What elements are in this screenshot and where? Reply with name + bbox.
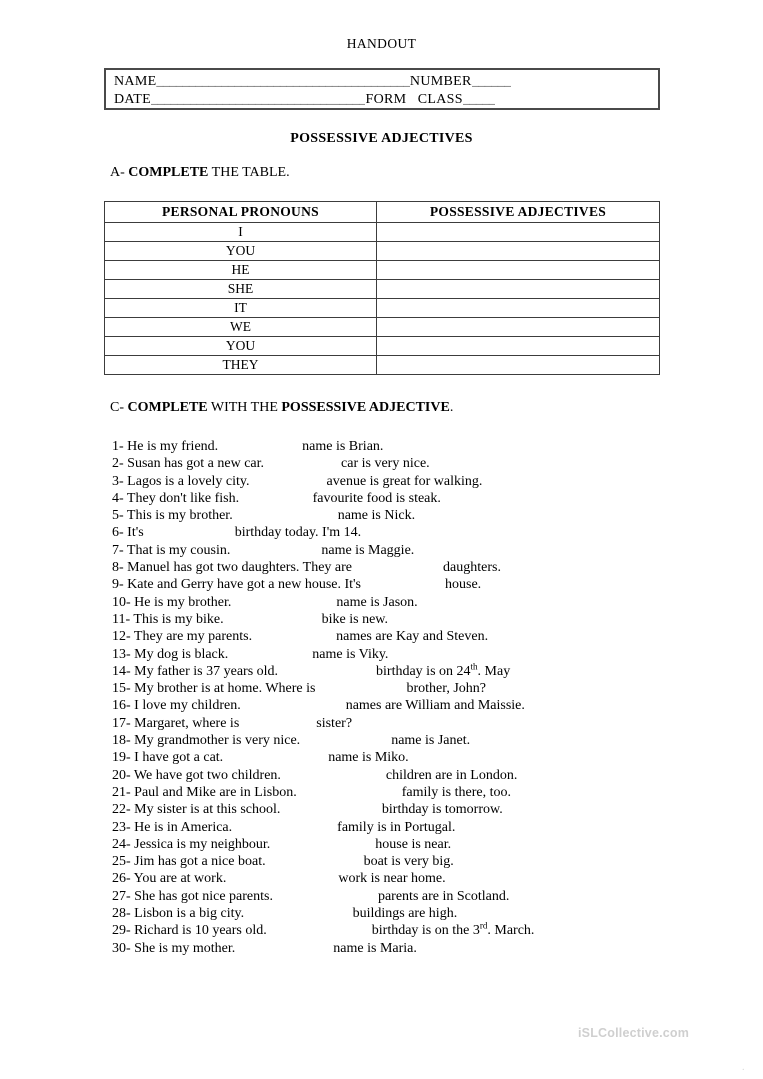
sentence-item [112,594,712,611]
sentence-text-before: Lisbon is a big city. [134,906,248,922]
column-header-possessive-adjectives: POSSESSIVE ADJECTIVES [376,202,659,223]
sentence-number: 29- [112,923,135,939]
sentence-text-before: This is my brother. [126,508,237,524]
sentence-text-after: names are Kay and Steven. [332,629,489,645]
id-row-date [114,91,652,109]
sentence-text-before: It's [127,525,148,541]
sentence-item [112,697,712,714]
sentence-number: 28- [112,906,135,922]
sentence-text-before: Paul and Mike are in Lisbon. [134,784,301,800]
exercise-c-heading [110,400,453,416]
sentence-text-after: family is in Portugal. [333,819,456,835]
sentence-number: 30- [112,940,135,956]
sentence-text-after: name is Nick. [334,508,416,524]
sentence-text-before: She is my mother. [134,940,239,956]
sentence-text-after: names are William and Maissie. [342,698,525,714]
answer-blank[interactable] [276,889,374,904]
form-class-gap [406,91,417,109]
sentence-text-after: name is Viky. [308,646,389,662]
sentence-number: 21- [112,784,135,800]
answer-blank[interactable] [300,785,398,800]
exercise-c-middle: WITH THE [207,400,282,415]
cell-pronoun: HE [105,261,377,280]
answer-blank[interactable] [269,854,360,869]
sentence-text-after: birthday is on 24 [372,663,471,679]
section-title: POSSESSIVE ADJECTIVES [290,131,473,146]
sentence-text-after: name is Miko. [324,750,409,766]
form-label: FORM [365,92,407,107]
sentence-item [112,836,712,853]
sentence-text-before: My brother is at home. Where is [134,681,319,697]
sentence-item [112,905,712,922]
table-row [105,318,660,337]
cell-pronoun: I [105,223,377,242]
sentence-number: 10- [112,594,135,610]
sentence-text-before: Kate and Gerry have got a new house. It's [127,577,365,593]
sentence-item [112,438,712,455]
table-row [105,299,660,318]
answer-blank[interactable] [230,871,335,886]
sentence-text-before: That is my cousin. [126,542,234,558]
answer-blank[interactable] [248,906,353,921]
table-row [105,337,660,356]
answer-blank[interactable] [274,837,372,852]
pronoun-table [104,201,660,375]
sentence-number: 11- [112,611,134,627]
date-input-line[interactable]: ____________________________ [150,92,333,107]
sentence-number: 18- [112,733,135,749]
sentence-list [112,438,712,957]
sentence-text-before: Jim has got a nice boat. [134,854,270,870]
cell-answer-blank[interactable] [376,337,659,356]
form-prefix-line[interactable]: _____ [332,92,366,107]
sentence-text-after: family is there, too. [398,784,511,800]
sentence-text-before: He is my friend. [127,439,222,454]
answer-blank[interactable] [365,577,442,592]
sentence-number: 13- [112,646,135,662]
cell-pronoun: WE [105,318,377,337]
sentence-number: 15- [112,681,135,697]
table-row [105,280,660,299]
sentence-number: 25- [112,854,135,870]
answer-blank[interactable] [284,802,382,817]
sentence-text-after: buildings are high. [352,906,458,922]
sentence-item [112,715,712,732]
name-input-line[interactable]: _______________________________________ [156,74,410,89]
sentence-item [112,732,712,749]
sentence-item [112,819,712,836]
sentence-item [112,507,712,524]
sentence-text-before: My grandmother is very nice. [134,733,304,749]
sentence-number: 9- [112,577,128,593]
cell-answer-blank[interactable] [376,318,659,337]
cell-pronoun: YOU [105,337,377,356]
sentence-number: 3- [112,473,128,489]
sentence-text-before: Margaret, where is [134,715,243,731]
table-body [105,223,660,375]
sentence-text-before: I have got a cat. [134,750,227,766]
sentence-item [112,524,712,541]
sentence-text-before: My dog is black. [134,646,232,662]
sentence-text-before: He is in America. [134,819,236,835]
sentence-text-after: favourite food is steak. [312,490,441,506]
page-title: HANDOUT [346,36,417,51]
sentence-number: 24- [112,836,135,852]
cell-answer-blank[interactable] [376,261,659,280]
sentence-number: 17- [112,715,135,731]
class-label: CLASS [417,92,463,107]
sentence-number: 4- [112,490,127,506]
sentence-number: 19- [112,750,135,766]
sentence-text-before: My father is 37 years old. [134,663,282,679]
answer-blank[interactable] [268,456,338,471]
table-row [105,356,660,375]
exercise-c-suffix: . [449,400,454,415]
student-identification-box [104,68,660,110]
sentence-text-before: She has got nice parents. [134,888,277,904]
number-input-line[interactable]: ______ [471,74,511,89]
sentence-item [112,628,712,645]
cell-pronoun: THEY [105,356,377,375]
sentence-text-after: sister? [312,715,353,731]
answer-blank[interactable] [270,923,368,938]
sentence-text-before: Richard is 10 years old. [134,923,271,939]
sentence-number: 7- [112,542,127,558]
sentence-text-after: boat is very big. [360,854,454,870]
sentence-text-before: Manuel has got two daughters. They are [127,560,356,576]
answer-blank[interactable] [227,750,325,765]
sentence-number: 6- [112,525,128,541]
sentence-item [112,767,712,784]
class-input-line[interactable]: _____ [462,92,496,107]
sentence-text-before: Lagos is a lovely city. [127,473,254,489]
cell-answer-blank[interactable] [376,299,659,318]
date-label: DATE [114,92,151,107]
cell-answer-blank[interactable] [376,356,659,375]
answer-blank[interactable] [282,664,373,679]
sentence-item [112,559,712,576]
sentence-item [112,473,712,490]
corner-mark: . [742,1062,745,1073]
column-header-personal-pronouns: PERSONAL PRONOUNS [105,202,377,223]
sentence-text-after: children are in London. [382,767,518,783]
answer-blank[interactable] [227,612,318,627]
sentence-text-after: house. [441,577,482,593]
answer-blank[interactable] [304,733,388,748]
answer-blank[interactable] [234,543,318,558]
sentence-number: 20- [112,767,134,783]
sentence-text-after: name is Brian. [298,439,384,454]
sentence-text-before: I love my children. [134,698,245,714]
sentence-number: 26- [112,871,134,887]
sentence-item [112,455,712,472]
ordinal-suffix: rd [479,920,488,931]
ordinal-suffix: th [470,661,478,672]
sentence-text-before: They don't like fish. [126,490,243,506]
sentence-item [112,490,712,507]
cell-answer-blank[interactable] [376,280,659,299]
cell-answer-blank[interactable] [376,242,659,261]
cell-pronoun: SHE [105,280,377,299]
sentence-text-before: My sister is at this school. [134,802,284,818]
cell-pronoun: YOU [105,242,377,261]
sentence-item [112,646,712,663]
sentence-text-after: name is Jason. [332,594,418,610]
sentence-item [112,801,712,818]
sentence-item [112,784,712,801]
sentence-number: 1- [112,439,128,454]
sentence-text-after: name is Maria. [329,940,417,956]
sentence-number: 8- [112,560,128,576]
answer-blank[interactable] [319,681,403,696]
sentence-item [112,542,712,559]
sentence-text-after: car is very nice. [337,456,430,472]
exercise-c-bold-word-1: COMPLETE [127,400,208,415]
exercise-a-prefix: A- [110,165,129,180]
answer-blank[interactable] [235,595,333,610]
sentence-text-before: He is my brother. [134,594,235,610]
table-header-row [105,202,660,223]
sentence-item [112,663,712,680]
id-row-name [114,73,652,91]
islcollective-watermark: iSLCollective.com [578,1026,690,1040]
sentence-text-before: Susan has got a new car. [127,456,268,472]
name-label: NAME [114,74,157,89]
exercise-c-bold-word-2: POSSESSIVE ADJECTIVE [281,400,450,415]
sentence-item [112,888,712,905]
sentence-text-tail: . March. [487,923,535,939]
sentence-number: 5- [112,508,127,524]
sentence-item [112,870,712,887]
sentence-text-after: work is near home. [334,871,446,887]
number-label: NUMBER [409,74,472,89]
sentence-number: 16- [112,698,135,714]
answer-blank[interactable] [239,941,330,956]
sentence-text-after: birthday is on the 3 [368,923,480,939]
sentence-number: 12- [112,629,134,645]
sentence-item [112,853,712,870]
sentence-number: 23- [112,819,135,835]
answer-blank[interactable] [232,647,309,662]
sentence-text-before: Jessica is my neighbour. [134,836,274,852]
sentence-item [112,680,712,697]
table-row [105,261,660,280]
sentence-item [112,576,712,593]
table-row [105,223,660,242]
sentence-text-after: birthday is tomorrow. [381,802,503,818]
answer-blank[interactable] [284,768,382,783]
cell-pronoun: IT [105,299,377,318]
sentence-number: 22- [112,802,135,818]
sentence-text-after: house is near. [371,836,452,852]
cell-answer-blank[interactable] [376,223,659,242]
sentence-item [112,940,712,957]
answer-blank[interactable] [244,698,342,713]
answer-blank[interactable] [236,508,334,523]
sentence-text-after: name is Maggie. [317,542,415,558]
sentence-item [112,749,712,766]
sentence-number: 27- [112,888,135,904]
answer-blank[interactable] [222,439,299,454]
sentence-text-after: name is Janet. [387,733,471,749]
sentence-text-after: avenue is great for walking. [323,473,483,489]
answer-blank[interactable] [243,491,313,506]
sentence-item [112,611,712,628]
sentence-text-after: birthday today. I'm 14. [231,525,362,541]
answer-blank[interactable] [356,560,440,575]
sentence-text-before: They are my parents. [133,629,256,645]
sentence-text-after: parents are in Scotland. [374,888,510,904]
sentence-item [112,922,712,939]
exercise-a-suffix: THE TABLE. [208,165,290,180]
sentence-text-after: daughters. [439,560,501,576]
answer-blank[interactable] [253,474,323,489]
table-row [105,242,660,261]
sentence-number: 14- [112,663,135,679]
sentence-text-after: brother, John? [402,681,487,697]
sentence-text-tail: . May [477,663,511,679]
answer-blank[interactable] [256,629,333,644]
exercise-a-bold-word: COMPLETE [128,165,209,180]
answer-blank[interactable] [243,716,313,731]
sentence-text-before: We have got two children. [133,767,285,783]
exercise-a-heading [110,165,290,181]
sentence-number: 2- [112,456,128,472]
answer-blank[interactable] [236,820,334,835]
sentence-text-before: This is my bike. [133,611,228,627]
exercise-c-prefix: C- [110,400,128,415]
answer-blank[interactable] [147,525,231,540]
sentence-text-before: You are at work. [133,871,230,887]
sentence-text-after: bike is new. [318,611,388,627]
